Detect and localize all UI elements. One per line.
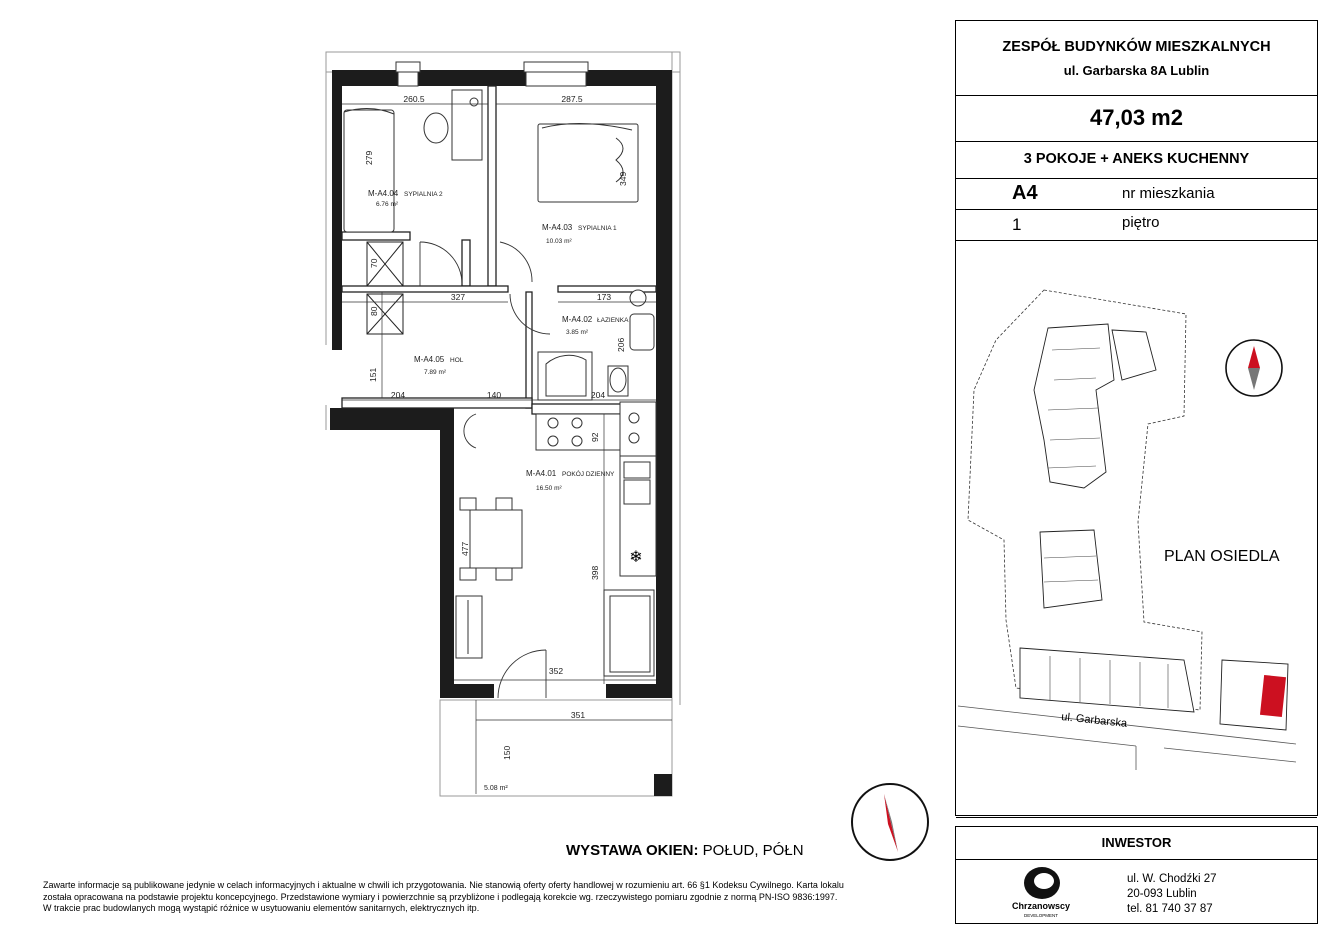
dim-label: 140	[486, 390, 502, 400]
room-code: M-A4.03	[542, 223, 573, 232]
project-address: ul. Garbarska 8A Lublin	[1063, 63, 1210, 78]
dim-label: 151	[368, 367, 378, 382]
balcony-area: 5.08 m²	[484, 785, 508, 792]
room-name: ŁAZIENKA	[597, 317, 629, 324]
room-area: 7.89 m²	[424, 369, 447, 376]
dim-label: 150	[502, 745, 512, 760]
dim-label: 206	[616, 337, 626, 352]
dim-label: 92	[590, 432, 600, 442]
disclaimer	[43, 880, 953, 915]
project-title: ZESPÓŁ BUDYNKÓW MIESZKALNYCH	[1002, 39, 1271, 55]
investor-address	[1127, 872, 1216, 917]
logo-text: Chrzanowscy	[1011, 901, 1071, 911]
investor-header: INWESTOR	[956, 827, 1317, 860]
room-area: 16.50 m²	[536, 485, 562, 492]
dim-label: 70	[369, 258, 379, 268]
highlighted-apartment	[1260, 675, 1286, 717]
floor-number: 1	[1012, 215, 1022, 234]
site-plan	[956, 240, 1317, 818]
room-area: 10.03 m²	[546, 238, 572, 245]
disclaimer-line: została opracowana na podstawie projektu koncepcyjnego. Przedstawione wymiary i powierzchnie są przybliżone i podlegają korekcie wg. rzeczywistego pomiaru zgodnie z normą PN-ISO 9836:1997.	[43, 891, 838, 902]
apartment-area: 47,03 m2	[1090, 105, 1183, 130]
area-row	[956, 95, 1317, 142]
room-code: M-A4.01	[526, 469, 557, 478]
apartment-number: A4	[1012, 182, 1038, 204]
rooms-row	[956, 141, 1317, 179]
dim-label: 351	[570, 710, 586, 720]
exposure-value: POŁUD, PÓŁN	[698, 842, 804, 859]
apartment-row	[956, 178, 1317, 210]
investor-box	[955, 826, 1318, 924]
dim-label: 349	[618, 171, 628, 186]
dim-label: 204	[590, 390, 606, 400]
info-panel	[955, 20, 1318, 816]
dim-label: 173	[596, 292, 612, 302]
investor-street: ul. W. Chodźki 27	[1127, 873, 1217, 885]
site-plan-title: PLAN OSIEDLA	[1164, 548, 1280, 565]
room-code: M-A4.05	[414, 355, 445, 364]
room-name: SYPIALNIA 2	[404, 191, 443, 198]
room-code: M-A4.02	[562, 315, 593, 324]
disclaimer-line: W trakcie prac budowlanych mogą wystąpić różnice w usytuowaniu elementów sanitarnych, elektrycznych itp.	[43, 903, 480, 913]
room-count: 3 POKOJE + ANEKS KUCHENNY	[1023, 151, 1250, 167]
logo-subtext: DEVELOPMENT	[1023, 913, 1059, 918]
room-name: HOL	[450, 357, 464, 364]
dim-label: 477	[460, 541, 470, 556]
dim-label: 80	[369, 306, 379, 316]
room-area: 6.76 m²	[376, 201, 399, 208]
floor-label: piętro	[1122, 214, 1160, 231]
room-area: 3.85 m²	[566, 329, 589, 336]
project-header	[956, 21, 1317, 96]
disclaimer-line: Zawarte informacje są publikowane jedynie w celach informacyjnych i aktualne w chwili ich przygotowania. Nie stanowią oferty oferty handlowej w rozumieniu art. 66 §1 Kodeksu Cywilnego. Karta lokalu	[43, 880, 844, 890]
room-name: POKÓJ DZIENNY	[562, 471, 615, 478]
street-name: ul. Garbarska	[1060, 711, 1128, 730]
company-logo	[996, 863, 1086, 921]
fridge-icon: ❄	[629, 549, 643, 566]
dim-label: 260.5	[403, 94, 425, 104]
investor-city: 20-093 Lublin	[1127, 888, 1197, 900]
site-compass-icon	[1226, 340, 1282, 396]
room-code: M-A4.04	[368, 189, 399, 198]
window-exposure	[566, 842, 804, 859]
dim-label: 287.5	[561, 94, 583, 104]
room-name: SYPIALNIA 1	[578, 225, 617, 232]
compass-icon	[852, 784, 928, 860]
dim-label: 398	[590, 565, 600, 580]
dim-label: 327	[450, 292, 466, 302]
exposure-label: WYSTAWA OKIEN:	[566, 842, 699, 859]
floor-row	[956, 209, 1317, 241]
dim-label: 279	[364, 150, 374, 165]
dim-label: 352	[548, 666, 564, 676]
investor-phone: tel. 81 740 37 87	[1127, 903, 1213, 915]
apartment-number-label: nr mieszkania	[1122, 185, 1215, 202]
dim-label: 204	[390, 390, 406, 400]
